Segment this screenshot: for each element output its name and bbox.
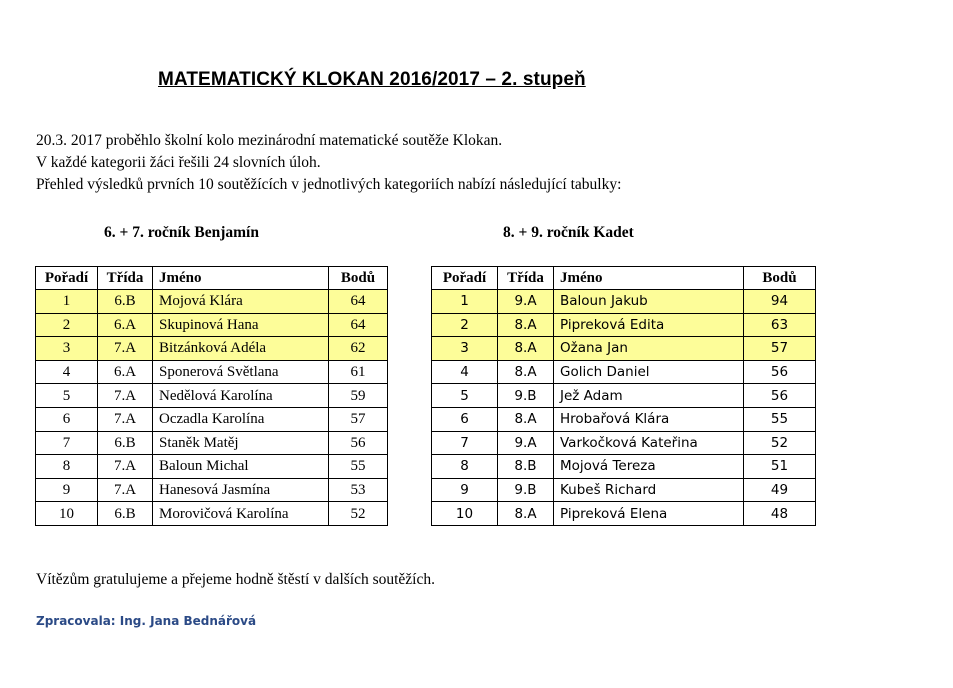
rank-cell: 10 — [36, 502, 98, 526]
name-cell: Kubeš Richard — [554, 478, 744, 502]
points-cell: 61 — [329, 360, 388, 384]
rank-cell: 9 — [432, 478, 498, 502]
rank-cell: 7 — [36, 431, 98, 455]
name-cell: Varkočková Kateřina — [554, 431, 744, 455]
table-row — [36, 337, 388, 361]
table-row — [432, 431, 816, 455]
name-cell: Pipreková Edita — [554, 313, 744, 337]
column-header-class: Třída — [98, 267, 153, 290]
name-cell: Hrobařová Klára — [554, 407, 744, 431]
rank-cell: 5 — [432, 384, 498, 408]
name-cell: Jež Adam — [554, 384, 744, 408]
table-header-row — [432, 267, 816, 290]
class-cell: 9.B — [498, 478, 554, 502]
class-cell: 6.B — [98, 502, 153, 526]
points-cell: 57 — [744, 337, 816, 361]
intro-line: V každé kategorii žáci řešili 24 slovních úloh. — [36, 154, 321, 171]
column-header-name: Jméno — [554, 267, 744, 290]
page-title: MATEMATICKÝ KLOKAN 2016/2017 – 2. stupeň — [158, 69, 586, 90]
table-row — [36, 313, 388, 337]
points-cell: 64 — [329, 313, 388, 337]
table-row — [36, 431, 388, 455]
class-cell: 7.A — [98, 407, 153, 431]
class-cell: 7.A — [98, 384, 153, 408]
points-cell: 52 — [329, 502, 388, 526]
class-cell: 8.A — [498, 337, 554, 361]
name-cell: Skupinová Hana — [153, 313, 329, 337]
points-cell: 51 — [744, 455, 816, 479]
table-row — [432, 478, 816, 502]
table-row — [432, 313, 816, 337]
name-cell: Baloun Jakub — [554, 290, 744, 314]
points-cell: 63 — [744, 313, 816, 337]
name-cell: Bitzánková Adéla — [153, 337, 329, 361]
class-cell: 9.A — [498, 431, 554, 455]
signature: Zpracovala: Ing. Jana Bednářová — [36, 614, 257, 628]
rank-cell: 6 — [36, 407, 98, 431]
rank-cell: 8 — [432, 455, 498, 479]
points-cell: 55 — [329, 455, 388, 479]
intro-line: 20.3. 2017 proběhlo školní kolo mezinárodní matematické soutěže Klokan. — [36, 132, 503, 149]
rank-cell: 7 — [432, 431, 498, 455]
table-row — [432, 502, 816, 526]
table-row — [36, 360, 388, 384]
rank-cell: 3 — [432, 337, 498, 361]
name-cell: Sponerová Světlana — [153, 360, 329, 384]
class-cell: 6.A — [98, 360, 153, 384]
rank-cell: 10 — [432, 502, 498, 526]
class-cell: 8.A — [498, 313, 554, 337]
points-cell: 56 — [329, 431, 388, 455]
rank-cell: 3 — [36, 337, 98, 361]
rank-cell: 8 — [36, 455, 98, 479]
table-row — [36, 290, 388, 314]
points-cell: 56 — [744, 360, 816, 384]
table-row — [36, 407, 388, 431]
class-cell: 7.A — [98, 337, 153, 361]
column-header-class: Třída — [498, 267, 554, 290]
rank-cell: 5 — [36, 384, 98, 408]
table-row — [36, 478, 388, 502]
rank-cell: 1 — [36, 290, 98, 314]
results-table-kadet — [431, 266, 816, 526]
name-cell: Oczadla Karolína — [153, 407, 329, 431]
column-header-name: Jméno — [153, 267, 329, 290]
rank-cell: 4 — [432, 360, 498, 384]
table-row — [432, 455, 816, 479]
name-cell: Hanesová Jasmína — [153, 478, 329, 502]
class-cell: 8.B — [498, 455, 554, 479]
points-cell: 64 — [329, 290, 388, 314]
table-row — [432, 384, 816, 408]
rank-cell: 6 — [432, 407, 498, 431]
points-cell: 49 — [744, 478, 816, 502]
name-cell: Morovičová Karolína — [153, 502, 329, 526]
rank-cell: 1 — [432, 290, 498, 314]
category-title-benjamin: 6. + 7. ročník Benjamín — [104, 224, 259, 241]
category-title-kadet: 8. + 9. ročník Kadet — [503, 224, 634, 241]
class-cell: 7.A — [98, 455, 153, 479]
intro-line: Přehled výsledků prvních 10 soutěžících v jednotlivých kategoriích nabízí následující tabulky: — [36, 176, 622, 193]
table-row — [36, 455, 388, 479]
name-cell: Mojová Klára — [153, 290, 329, 314]
name-cell: Pipreková Elena — [554, 502, 744, 526]
table-row — [36, 502, 388, 526]
table-header-row — [36, 267, 388, 290]
rank-cell: 4 — [36, 360, 98, 384]
table-row — [36, 384, 388, 408]
class-cell: 8.A — [498, 502, 554, 526]
results-table-benjamin — [35, 266, 388, 526]
table-row — [432, 337, 816, 361]
class-cell: 6.A — [98, 313, 153, 337]
column-header-points: Bodů — [329, 267, 388, 290]
class-cell: 8.A — [498, 360, 554, 384]
class-cell: 7.A — [98, 478, 153, 502]
table-row — [432, 290, 816, 314]
rank-cell: 9 — [36, 478, 98, 502]
class-cell: 9.B — [498, 384, 554, 408]
points-cell: 52 — [744, 431, 816, 455]
points-cell: 56 — [744, 384, 816, 408]
column-header-rank: Pořadí — [432, 267, 498, 290]
points-cell: 55 — [744, 407, 816, 431]
table-row — [432, 360, 816, 384]
points-cell: 57 — [329, 407, 388, 431]
congratulations-text: Vítězům gratulujeme a přejeme hodně štěstí v dalších soutěžích. — [36, 571, 435, 588]
class-cell: 8.A — [498, 407, 554, 431]
intro-text — [36, 130, 621, 196]
column-header-points: Bodů — [744, 267, 816, 290]
name-cell: Nedělová Karolína — [153, 384, 329, 408]
points-cell: 53 — [329, 478, 388, 502]
class-cell: 6.B — [98, 431, 153, 455]
points-cell: 59 — [329, 384, 388, 408]
class-cell: 9.A — [498, 290, 554, 314]
rank-cell: 2 — [432, 313, 498, 337]
name-cell: Staněk Matěj — [153, 431, 329, 455]
column-header-rank: Pořadí — [36, 267, 98, 290]
name-cell: Baloun Michal — [153, 455, 329, 479]
points-cell: 62 — [329, 337, 388, 361]
rank-cell: 2 — [36, 313, 98, 337]
points-cell: 48 — [744, 502, 816, 526]
name-cell: Ožana Jan — [554, 337, 744, 361]
name-cell: Mojová Tereza — [554, 455, 744, 479]
name-cell: Golich Daniel — [554, 360, 744, 384]
table-row — [432, 407, 816, 431]
points-cell: 94 — [744, 290, 816, 314]
class-cell: 6.B — [98, 290, 153, 314]
